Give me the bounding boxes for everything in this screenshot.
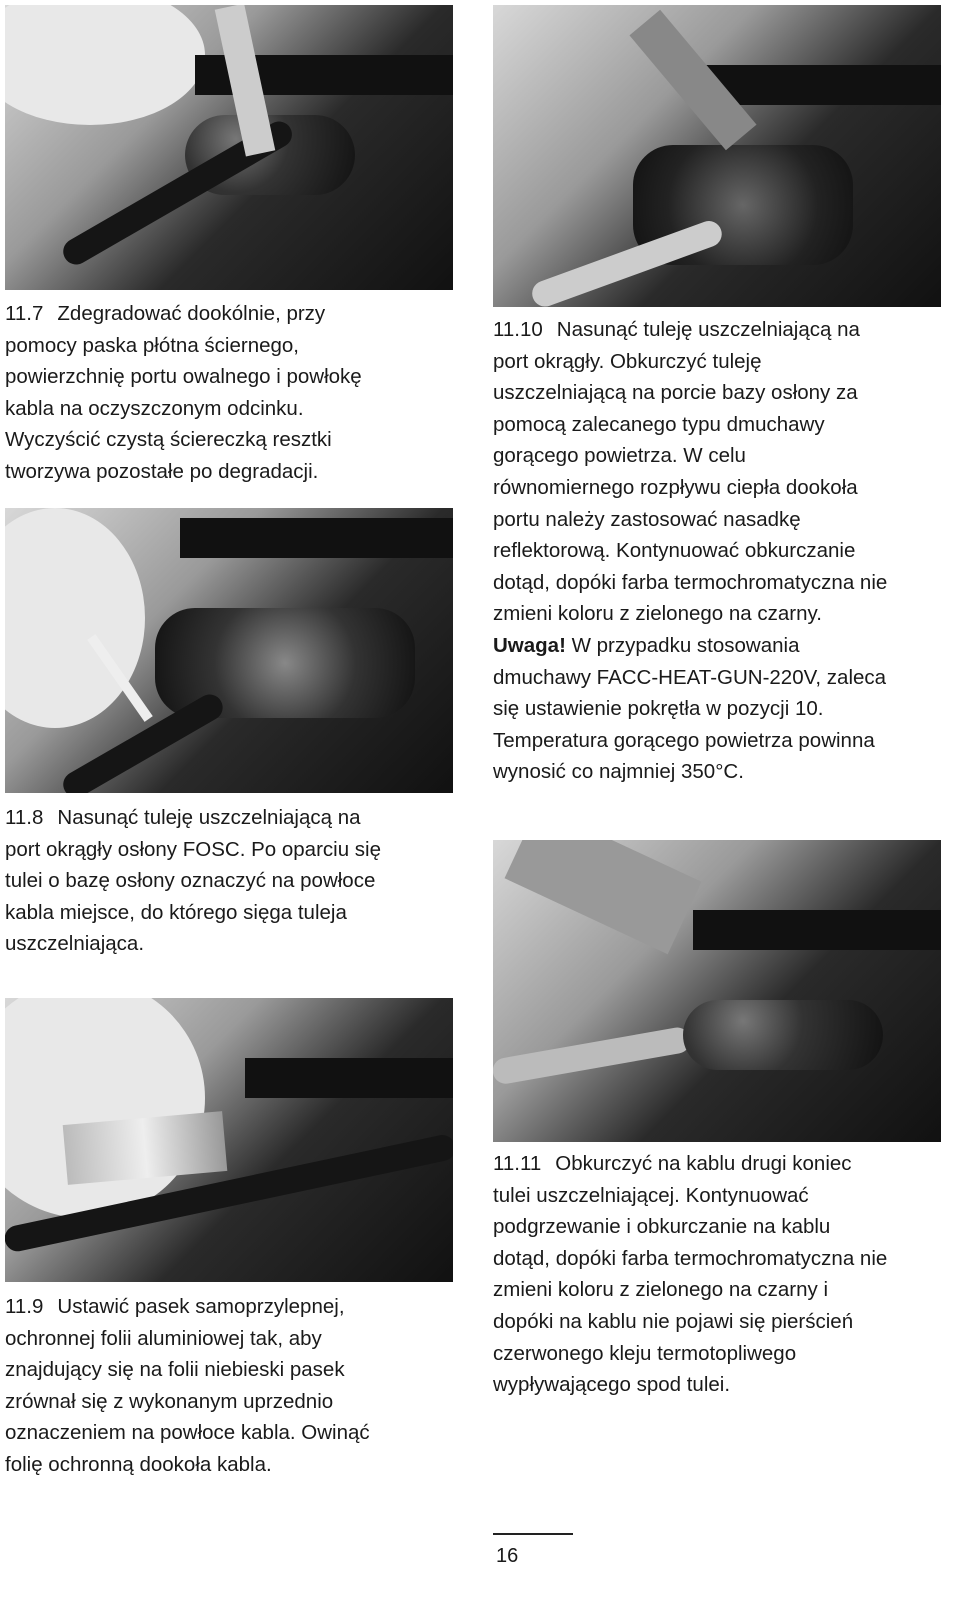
- step-11-9: [5, 1291, 460, 1481]
- step-11-7: [5, 298, 460, 488]
- text-line: kabla miejsce, do którego sięga tuleja: [5, 900, 347, 924]
- step-11-8: [5, 802, 460, 960]
- text-line: Zdegradować dookólnie, przy: [57, 302, 326, 325]
- page-number: 16: [496, 1545, 519, 1567]
- warning-label: Uwaga!: [493, 633, 566, 657]
- text-line: dopóki na kablu nie pojawi się pierścień: [493, 1309, 854, 1333]
- text-line: tulei o bazę osłony oznaczyć na powłoce: [5, 869, 376, 893]
- text-line: ochronnej folii aluminiowej tak, aby: [5, 1326, 322, 1350]
- photo-step-11-7: [5, 5, 453, 290]
- text-line: zmieni koloru z zielonego na czarny i: [493, 1278, 828, 1302]
- footer-rule: [493, 1533, 573, 1535]
- text-line: Nasunąć tuleję uszczelniającą na: [57, 806, 361, 829]
- step-number: 11.8: [5, 806, 44, 829]
- text-line: gorącego powietrza. W celu: [493, 444, 746, 468]
- text-line: zmieni koloru z zielonego na czarny.: [493, 602, 822, 626]
- photo-step-11-8: [5, 508, 453, 793]
- photo-step-11-9: [5, 998, 453, 1282]
- text-line: reflektorową. Kontynuować obkurczanie: [493, 539, 856, 563]
- text-line: Obkurczyć na kablu drugi koniec: [555, 1152, 852, 1175]
- text-line: port okrągły osłony FOSC. Po oparciu się: [5, 837, 381, 861]
- text-line: wynosić co najmniej 350°C.: [493, 760, 744, 784]
- text-line: równomiernego rozpływu ciepła dookoła: [493, 475, 858, 499]
- step-number: 11.10: [493, 318, 543, 341]
- text-line: Temperatura gorącego powietrza powinna: [493, 728, 875, 752]
- text-line: uszczelniająca.: [5, 932, 145, 956]
- step-11-11: [493, 1148, 948, 1401]
- text-line: Ustawić pasek samoprzylepnej,: [57, 1295, 345, 1318]
- text-line: wypływającego spod tulei.: [493, 1373, 731, 1397]
- text-line: powierzchnię portu owalnego i powłokę: [5, 365, 362, 389]
- step-number: 11.11: [493, 1152, 542, 1175]
- text-line: dotąd, dopóki farba termochromatyczna nie: [493, 1246, 888, 1270]
- text-line: tulei uszczelniającej. Kontynuować: [493, 1183, 809, 1207]
- text-line: port okrągły. Obkurczyć tuleję: [493, 349, 762, 373]
- text-line: kabla na oczyszczonym odcinku.: [5, 396, 304, 420]
- text-line: podgrzewanie i obkurczanie na kablu: [493, 1215, 831, 1239]
- text-line: znajdujący się na folii niebieski pasek: [5, 1358, 345, 1382]
- text-line: tworzywa pozostałe po degradacji.: [5, 459, 319, 483]
- photo-step-11-11: [493, 840, 941, 1142]
- step-number: 11.9: [5, 1295, 44, 1318]
- text-line: pomocą zalecanego typu dmuchawy: [493, 412, 825, 436]
- step-11-10: [493, 314, 948, 788]
- text-line: portu należy zastosować nasadkę: [493, 507, 801, 531]
- text-line: uszczelniającą na porcie bazy osłony za: [493, 381, 858, 405]
- text-line: W przypadku stosowania: [571, 633, 800, 657]
- text-line: Wyczyścić czystą ściereczką resztki: [5, 428, 332, 452]
- step-number: 11.7: [5, 302, 44, 325]
- text-line: czerwonego kleju termotopliwego: [493, 1341, 797, 1365]
- text-line: zrównał się z wykonanym uprzednio: [5, 1389, 334, 1413]
- text-line: się ustawienie pokrętła w pozycji 10.: [493, 697, 824, 721]
- text-line: dmuchawy FACC-HEAT-GUN-220V, zaleca: [493, 665, 887, 689]
- text-line: oznaczeniem na powłoce kabla. Owinąć: [5, 1421, 370, 1445]
- text-line: pomocy paska płótna ściernego,: [5, 333, 300, 357]
- text-line: folię ochronną dookoła kabla.: [5, 1452, 272, 1476]
- photo-step-11-10: [493, 5, 941, 307]
- text-line: Nasunąć tuleję uszczelniającą na: [556, 318, 860, 341]
- text-line: dotąd, dopóki farba termochromatyczna nie: [493, 570, 888, 594]
